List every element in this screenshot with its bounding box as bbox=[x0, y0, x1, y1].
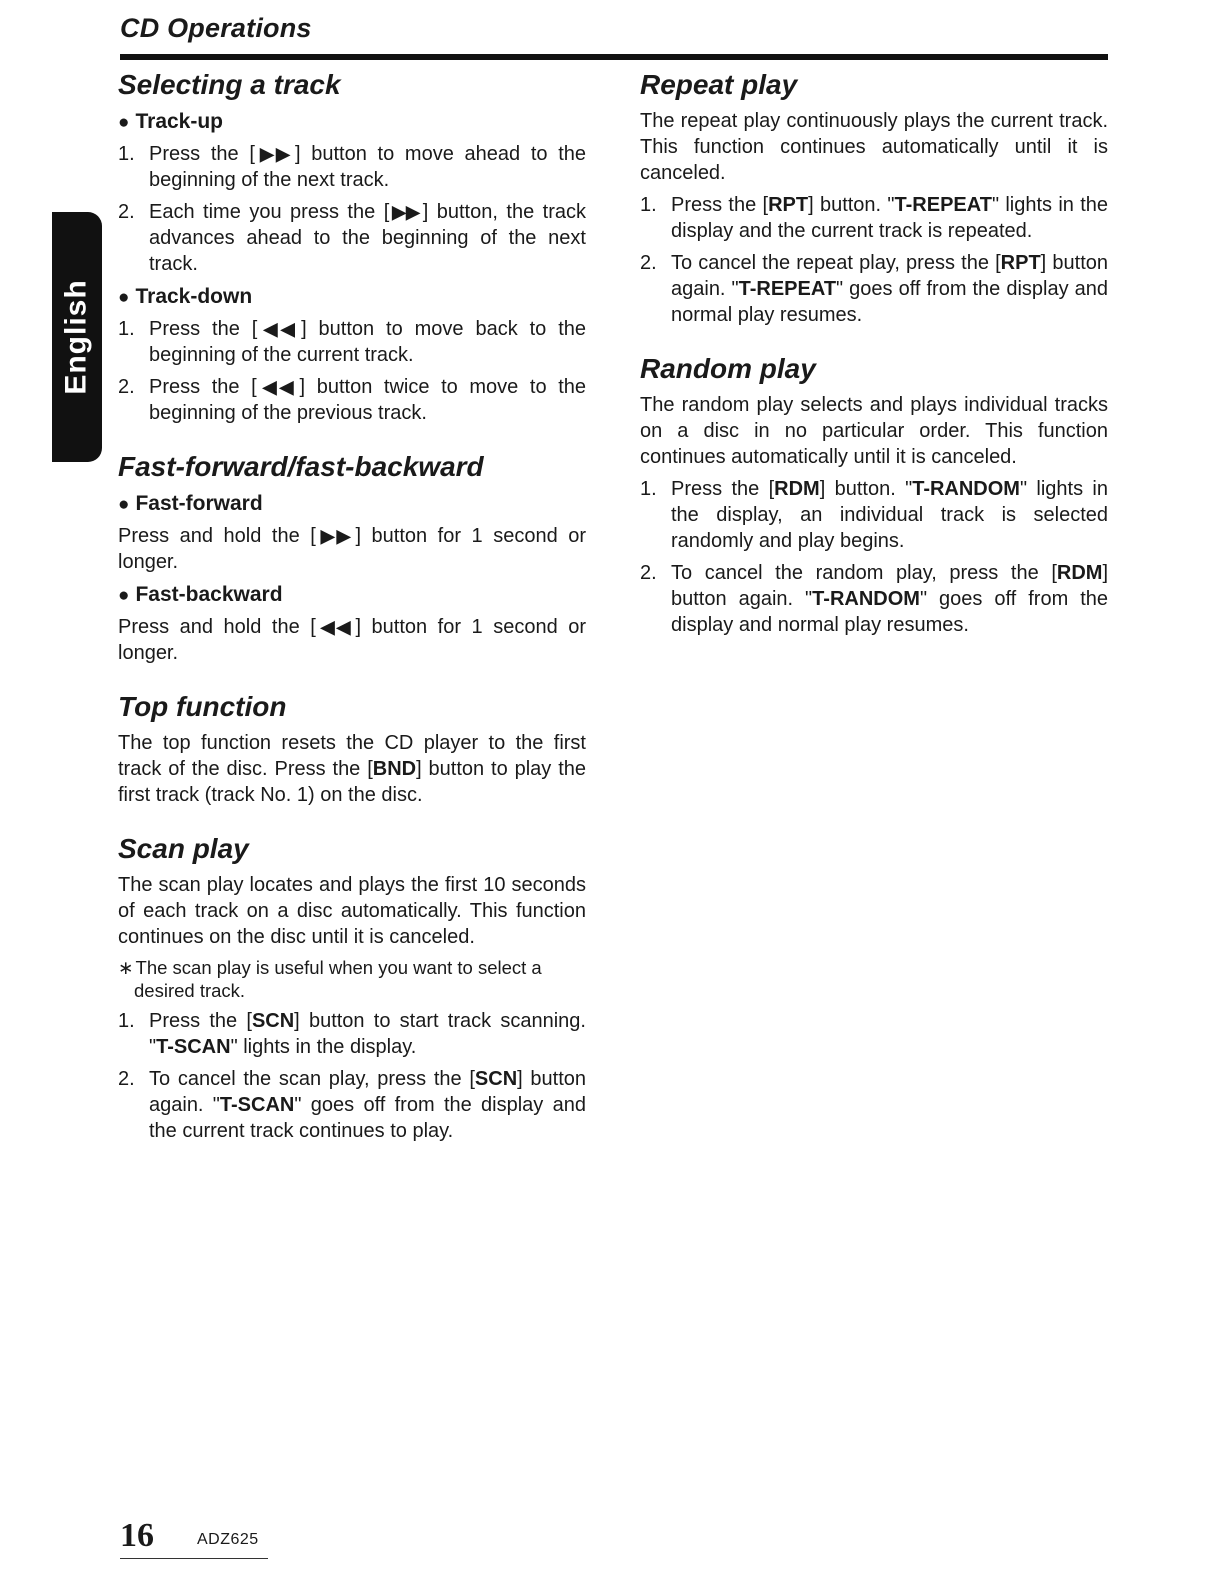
track-up-steps bbox=[118, 141, 586, 277]
paragraph: The scan play locates and plays the first 10 seconds of each track on a disc automatically. This function continues on the disc until it is canceled. bbox=[118, 874, 586, 948]
step-text: " goes off from the display and normal play resumes. bbox=[671, 588, 1109, 636]
paragraph-text: Press and hold the [ bbox=[118, 525, 316, 547]
subsection-title-track-up: ● Track-up bbox=[118, 108, 586, 137]
step-text: " goes off from the display and the current track continues to play. bbox=[149, 1094, 586, 1142]
section-fast-forward-backward bbox=[118, 448, 586, 666]
step-item bbox=[118, 1008, 586, 1060]
step-number: 1. bbox=[640, 194, 657, 216]
step-item bbox=[118, 374, 586, 426]
section-scan-play bbox=[118, 830, 586, 1144]
step-text: ] button. " bbox=[808, 194, 895, 216]
left-column bbox=[118, 66, 586, 1150]
step-text: To cancel the repeat play, press the [ bbox=[671, 252, 1001, 274]
rewind-symbol: ◀◀ bbox=[256, 377, 297, 397]
section-top-function bbox=[118, 688, 586, 808]
button-name: SCN bbox=[251, 1010, 295, 1032]
step-text: ] button again. " bbox=[671, 562, 1108, 610]
scan-steps bbox=[118, 1008, 586, 1144]
paragraph-text: ] button for 1 second or longer. bbox=[118, 616, 587, 664]
button-name: SCN bbox=[474, 1068, 518, 1090]
button-name: RDM bbox=[774, 478, 820, 500]
rewind-symbol: ◀◀ bbox=[315, 617, 353, 637]
button-name: RPT bbox=[768, 194, 809, 216]
step-item bbox=[118, 199, 586, 277]
paragraph bbox=[118, 523, 586, 575]
language-tab-label: English bbox=[60, 279, 93, 395]
section-title: Scan play bbox=[118, 833, 249, 864]
paragraph: The random play selects and plays individual tracks on a disc in no particular order. This function continues automatically until it is canceled. bbox=[640, 394, 1108, 468]
display-indicator: T-SCAN bbox=[219, 1094, 295, 1116]
paragraph: The repeat play continuously plays the current track. This function continues automatically until it is canceled. bbox=[640, 110, 1108, 184]
step-text: ] button, the track advances ahead to the beginning of the next track. bbox=[149, 201, 587, 275]
step-text: " goes off from the display and normal play resumes. bbox=[671, 278, 1108, 326]
step-item bbox=[640, 192, 1108, 244]
section-title: Repeat play bbox=[640, 69, 798, 100]
subsection-title-fast-backward: ● Fast-backward bbox=[118, 581, 586, 610]
display-indicator: T-SCAN bbox=[156, 1036, 231, 1058]
page-number: 16 bbox=[120, 1517, 154, 1554]
step-text: ] button again. " bbox=[671, 252, 1109, 300]
page-footer bbox=[120, 1516, 268, 1559]
random-steps bbox=[640, 476, 1108, 638]
page-header bbox=[120, 10, 1108, 60]
section-repeat-play bbox=[640, 66, 1108, 328]
right-column bbox=[640, 66, 1108, 644]
step-number: 1. bbox=[118, 318, 135, 340]
step-text: Press the [ bbox=[149, 143, 255, 165]
step-text: ] button. " bbox=[819, 478, 913, 500]
step-number: 2. bbox=[118, 201, 135, 223]
button-name: RDM bbox=[1056, 562, 1103, 584]
paragraph-text: The top function resets the CD player to the first track of the disc. Press the [ bbox=[118, 732, 586, 780]
subsection-title-track-down: ● Track-down bbox=[118, 283, 586, 312]
step-number: 2. bbox=[640, 252, 657, 274]
paragraph bbox=[118, 614, 586, 666]
step-text: ] button to start track scanning. " bbox=[149, 1010, 586, 1058]
section-selecting-track bbox=[118, 66, 586, 426]
step-text: Press the [ bbox=[149, 376, 257, 398]
display-indicator: T-RANDOM bbox=[912, 478, 1020, 500]
page-title: CD Operations bbox=[120, 13, 312, 43]
step-number: 2. bbox=[640, 562, 657, 584]
step-text: Press the [ bbox=[671, 194, 769, 216]
model-number: ADZ625 bbox=[197, 1531, 259, 1548]
step-item bbox=[640, 560, 1108, 638]
step-text: " lights in the display. bbox=[230, 1036, 417, 1058]
step-text: Each time you press the [ bbox=[149, 201, 390, 223]
step-number: 2. bbox=[118, 376, 135, 398]
paragraph-text: ] button for 1 second or longer. bbox=[118, 525, 587, 573]
step-text: ] button to move ahead to the beginning of the next track. bbox=[149, 143, 586, 191]
step-item bbox=[640, 476, 1108, 554]
note-text: The scan play is useful when you want to select a desired track. bbox=[134, 957, 542, 1001]
step-item bbox=[118, 141, 586, 193]
section-title: Random play bbox=[640, 353, 816, 384]
step-text: Press the [ bbox=[149, 318, 258, 340]
step-text: ] button again. " bbox=[149, 1068, 586, 1116]
display-indicator: T-REPEAT bbox=[894, 194, 992, 216]
repeat-steps bbox=[640, 192, 1108, 328]
subsection-title-fast-forward: ● Fast-forward bbox=[118, 490, 586, 519]
step-number: 1. bbox=[118, 143, 135, 165]
note bbox=[118, 956, 586, 1002]
step-text: ] button to move back to the beginning of the current track. bbox=[149, 318, 586, 366]
step-item bbox=[118, 1066, 586, 1144]
step-text: ] button twice to move to the beginning of the previous track. bbox=[149, 376, 586, 424]
step-item bbox=[118, 316, 586, 368]
fast-forward-symbol: ▶▶ bbox=[389, 202, 420, 222]
display-indicator: T-RANDOM bbox=[812, 588, 920, 610]
paragraph-text: ] button to play the first track (track No. 1) on the disc. bbox=[118, 758, 586, 806]
fast-forward-symbol: ▶▶ bbox=[315, 526, 353, 546]
section-title: Fast-forward/fast-backward bbox=[118, 451, 484, 482]
button-name: RPT bbox=[1000, 252, 1041, 274]
section-title: Top function bbox=[118, 691, 287, 722]
step-number: 1. bbox=[640, 478, 657, 500]
paragraph bbox=[118, 730, 586, 808]
display-indicator: T-REPEAT bbox=[738, 278, 837, 300]
step-number: 2. bbox=[118, 1068, 135, 1090]
track-down-steps bbox=[118, 316, 586, 426]
step-text: Press the [ bbox=[149, 1010, 252, 1032]
step-number: 1. bbox=[118, 1010, 135, 1032]
rewind-symbol: ◀◀ bbox=[257, 319, 299, 339]
step-text: To cancel the random play, press the [ bbox=[671, 562, 1057, 584]
language-tab bbox=[52, 212, 102, 462]
paragraph-text: Press and hold the [ bbox=[118, 616, 316, 638]
step-text: To cancel the scan play, press the [ bbox=[149, 1068, 475, 1090]
step-text: " lights in the display and the current track is repeated. bbox=[671, 194, 1108, 242]
step-item bbox=[640, 250, 1108, 328]
step-text: Press the [ bbox=[671, 478, 775, 500]
fast-forward-symbol: ▶▶ bbox=[254, 144, 292, 164]
button-name: BND bbox=[372, 758, 417, 780]
section-random-play bbox=[640, 350, 1108, 638]
step-text: " lights in the display, an individual track is selected randomly and play begins. bbox=[671, 478, 1108, 552]
section-title: Selecting a track bbox=[118, 69, 341, 100]
